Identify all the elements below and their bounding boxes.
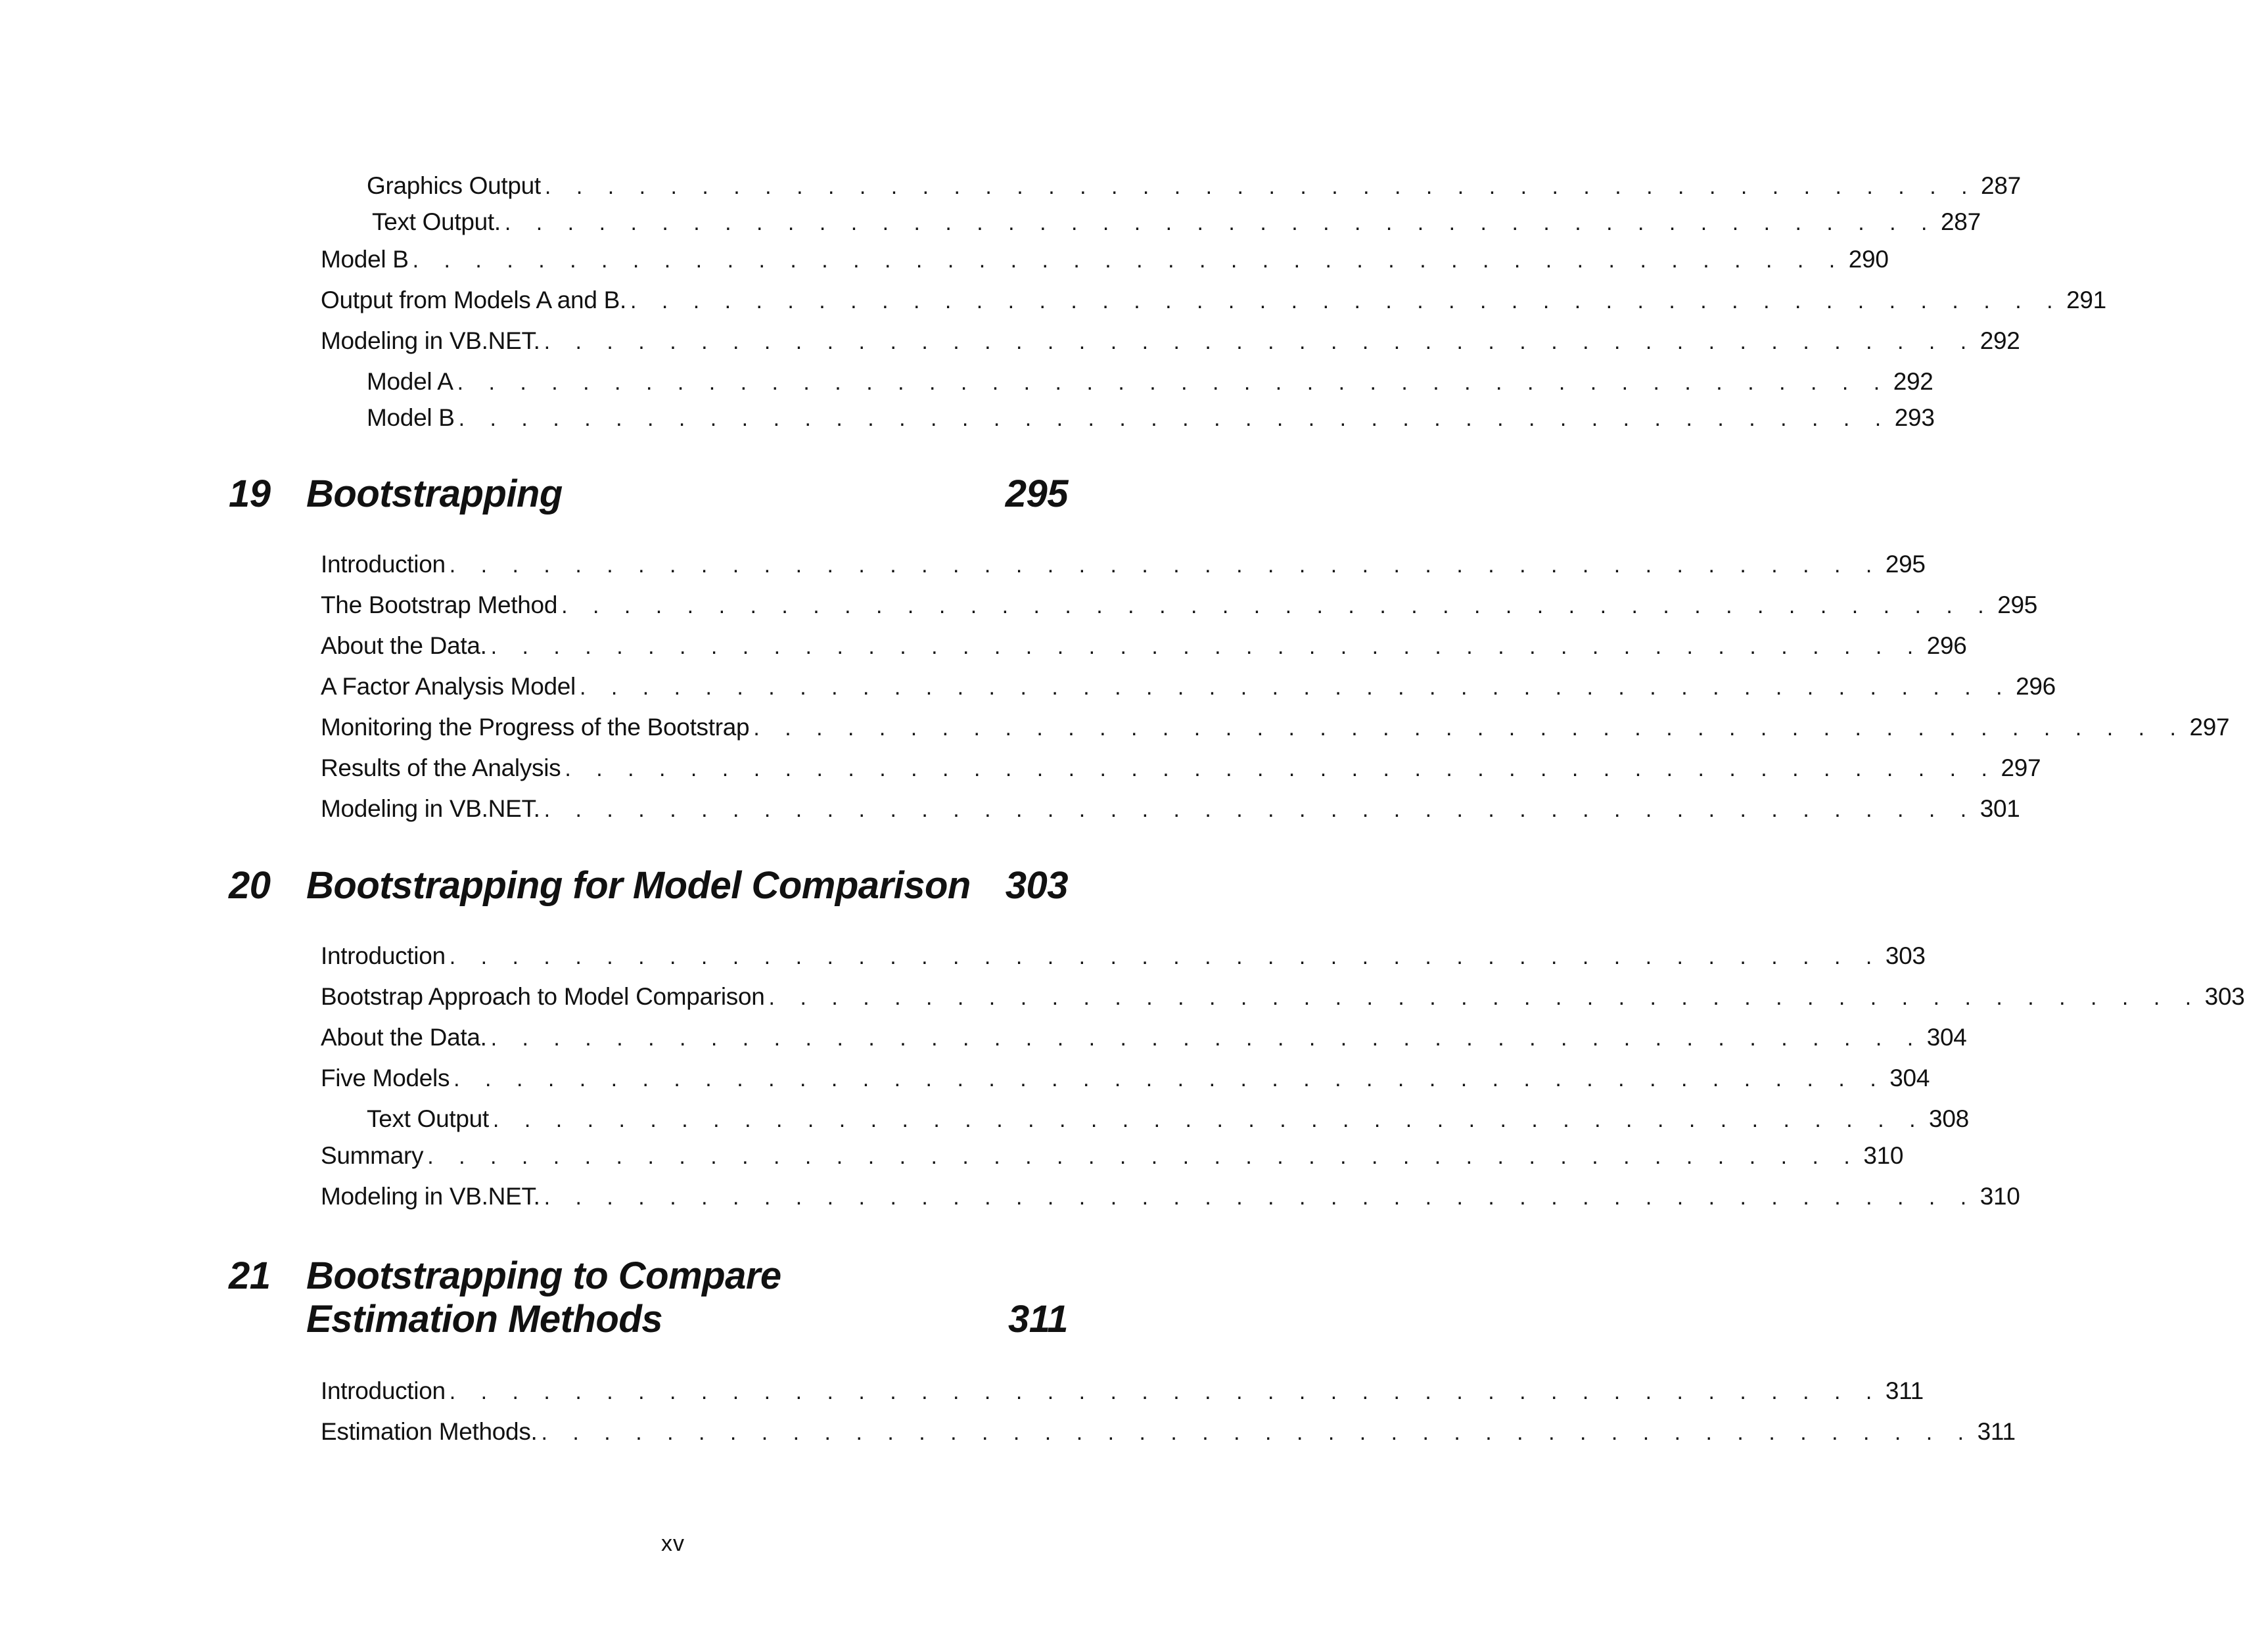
toc-entry-label: Modeling in VB.NET. — [321, 1183, 540, 1210]
toc-entry — [321, 1183, 2020, 1216]
toc-entry — [321, 754, 2041, 787]
dot-leader: . . . . . . . . . . . . . . . . . . . . . . . . . . . . . . . . . . . . . . . . . . . . . . — [541, 1420, 1974, 1445]
toc-entry — [321, 287, 2106, 319]
dot-leader: . . . . . . . . . . . . . . . . . . . . . . . . . . . . . . . . . . . . . . . . . . . . . . — [490, 1026, 1923, 1051]
chapter-title: Bootstrapping — [306, 472, 563, 515]
toc-entry-label: Estimation Methods. — [321, 1418, 538, 1445]
toc-entry — [321, 632, 1967, 665]
toc-entry-label: Introduction — [321, 942, 446, 969]
dot-leader: . . . . . . . . . . . . . . . . . . . . . . . . . . . . . . . . . . . . . . . . . . . . . . — [449, 1379, 1882, 1404]
dot-leader: . . . . . . . . . . . . . . . . . . . . . . . . . . . . . . . . . . . . . . . . . . . . . . — [490, 634, 1923, 659]
toc-entry-page: 291 — [2066, 287, 2106, 313]
toc-entry — [321, 1142, 1904, 1175]
toc-entry-page: 310 — [1863, 1142, 1904, 1169]
dot-leader: . . . . . . . . . . . . . . . . . . . . . . . . . . . . . . . . . . . . . . . . . . . . . . — [768, 985, 2201, 1010]
dot-leader: . . . . . . . . . . . . . . . . . . . . . . . . . . . . . . . . . . . . . . . . . . . . . . — [492, 1107, 1926, 1132]
toc-entry-page: 303 — [1885, 942, 1926, 969]
toc-entry-page: 295 — [1885, 551, 1926, 578]
toc-entry-page: 311 — [1885, 1377, 1924, 1404]
toc-entry — [321, 1024, 1967, 1057]
toc-entry-label: Bootstrap Approach to Model Comparison — [321, 983, 765, 1010]
toc-entry-label: Text Output — [367, 1105, 489, 1132]
toc-entry — [321, 673, 2056, 706]
chapter-heading — [0, 1254, 1068, 1346]
toc-entry-page: 301 — [1979, 795, 2020, 822]
toc-entry — [367, 1105, 1969, 1138]
toc-entry — [321, 1418, 2016, 1451]
chapter-page: 295 — [1005, 472, 1068, 515]
toc-entry-label: Model A — [367, 368, 453, 395]
toc-entry-label: Introduction — [321, 1377, 446, 1404]
chapter-page: 303 — [1005, 864, 1068, 907]
toc-entry-page: 296 — [1926, 632, 1967, 659]
toc-entry-label: The Bootstrap Method — [321, 591, 558, 618]
toc-entry-page: 295 — [1997, 591, 2038, 618]
toc-entry — [321, 983, 2245, 1016]
toc-entry-page: 293 — [1894, 404, 1935, 431]
toc-entry — [321, 246, 1889, 279]
toc-entry-label: Text Output. — [372, 208, 501, 235]
dot-leader: . . . . . . . . . . . . . . . . . . . . . . . . . . . . . . . . . . . . . . . . . . . . . . — [753, 716, 2186, 741]
dot-leader: . . . . . . . . . . . . . . . . . . . . . . . . . . . . . . . . . . . . . . . . . . . . . . — [457, 370, 1889, 395]
toc-entry-page: 290 — [1848, 246, 1889, 273]
toc-entry-page: 310 — [1979, 1183, 2020, 1210]
toc-entry — [372, 208, 1981, 241]
page-number-folio: xv — [661, 1531, 685, 1556]
dot-leader: . . . . . . . . . . . . . . . . . . . . . . . . . . . . . . . . . . . . . . . . . . . . . . — [544, 797, 1976, 822]
chapter-number: 21 — [229, 1254, 271, 1297]
toc-entry-label: Summary — [321, 1142, 424, 1169]
dot-leader: . . . . . . . . . . . . . . . . . . . . . . . . . . . . . . . . . . . . . . . . . . . . . . — [504, 210, 1937, 235]
toc-entry — [367, 172, 2021, 205]
dot-leader: . . . . . . . . . . . . . . . . . . . . . . . . . . . . . . . . . . . . . . . . . . . . . . — [449, 553, 1882, 578]
dot-leader: . . . . . . . . . . . . . . . . . . . . . . . . . . . . . . . . . . . . . . . . . . . . . . — [449, 944, 1882, 969]
toc-entry-page: 297 — [2189, 714, 2230, 741]
toc-entry — [321, 327, 2020, 360]
toc-entry — [321, 551, 1926, 584]
toc-entry-label: Monitoring the Progress of the Bootstrap — [321, 714, 750, 741]
chapter-page: 311 — [1008, 1298, 1068, 1341]
dot-leader: . . . . . . . . . . . . . . . . . . . . . . . . . . . . . . . . . . . . . . . . . . . . . . — [412, 248, 1845, 273]
dot-leader: . . . . . . . . . . . . . . . . . . . . . . . . . . . . . . . . . . . . . . . . . . . . . . — [565, 756, 1997, 781]
chapter-title-line2: Estimation Methods — [306, 1298, 663, 1341]
toc-entry-label: Output from Models A and B. — [321, 287, 626, 313]
toc-entry — [321, 1377, 1924, 1410]
toc-entry — [321, 795, 2020, 828]
chapter-title: Bootstrapping for Model Comparison — [306, 864, 971, 907]
toc-entry — [321, 1065, 1930, 1097]
toc-entry-label: About the Data. — [321, 632, 487, 659]
toc-entry-page: 304 — [1889, 1065, 1930, 1091]
chapter-number: 20 — [229, 864, 271, 907]
toc-entry-page: 292 — [1979, 327, 2020, 354]
toc-entry-label: Model B — [367, 404, 455, 431]
toc-entry — [321, 714, 2230, 746]
toc-entry-label: About the Data. — [321, 1024, 487, 1051]
toc-entry-page: 297 — [2001, 754, 2041, 781]
toc-entry-page: 308 — [1929, 1105, 1969, 1132]
toc-entry-page: 287 — [1981, 172, 2021, 199]
dot-leader: . . . . . . . . . . . . . . . . . . . . . . . . . . . . . . . . . . . . . . . . . . . . . . — [544, 1185, 1976, 1210]
toc-entry-page: 292 — [1893, 368, 1933, 395]
dot-leader: . . . . . . . . . . . . . . . . . . . . . . . . . . . . . . . . . . . . . . . . . . . . . . — [630, 288, 2063, 313]
toc-entry-label: Modeling in VB.NET. — [321, 327, 540, 354]
dot-leader: . . . . . . . . . . . . . . . . . . . . . . . . . . . . . . . . . . . . . . . . . . . . . . — [458, 406, 1891, 431]
toc-entry — [321, 591, 2038, 624]
toc-entry — [367, 404, 1935, 437]
dot-leader: . . . . . . . . . . . . . . . . . . . . . . . . . . . . . . . . . . . . . . . . . . . . . . — [579, 675, 2012, 700]
dot-leader: . . . . . . . . . . . . . . . . . . . . . . . . . . . . . . . . . . . . . . . . . . . . . . — [561, 593, 1994, 618]
toc-entry-page: 287 — [1941, 208, 1981, 235]
toc-entry — [321, 942, 1926, 975]
toc-entry — [367, 368, 1933, 401]
toc-entry-label: Five Models — [321, 1065, 450, 1091]
toc-entry-label: A Factor Analysis Model — [321, 673, 576, 700]
toc-entry-page: 303 — [2204, 983, 2245, 1010]
toc-entry-page: 296 — [2016, 673, 2056, 700]
dot-leader: . . . . . . . . . . . . . . . . . . . . . . . . . . . . . . . . . . . . . . . . . . . . . . — [427, 1144, 1860, 1169]
toc-entry-label: Model B — [321, 246, 409, 273]
chapter-number: 19 — [229, 472, 271, 515]
toc-entry-label: Graphics Output — [367, 172, 541, 199]
toc-entry-page: 311 — [1977, 1418, 2016, 1445]
toc-entry-label: Results of the Analysis — [321, 754, 561, 781]
dot-leader: . . . . . . . . . . . . . . . . . . . . . . . . . . . . . . . . . . . . . . . . . . . . . . — [544, 174, 1978, 199]
toc-entry-label: Modeling in VB.NET. — [321, 795, 540, 822]
toc-entry-page: 304 — [1926, 1024, 1967, 1051]
dot-leader: . . . . . . . . . . . . . . . . . . . . . . . . . . . . . . . . . . . . . . . . . . . . . . — [544, 329, 1976, 354]
chapter-title-line1: Bootstrapping to Compare — [306, 1254, 781, 1297]
toc-entry-label: Introduction — [321, 551, 446, 578]
dot-leader: . . . . . . . . . . . . . . . . . . . . . . . . . . . . . . . . . . . . . . . . . . . . . . — [453, 1067, 1886, 1091]
